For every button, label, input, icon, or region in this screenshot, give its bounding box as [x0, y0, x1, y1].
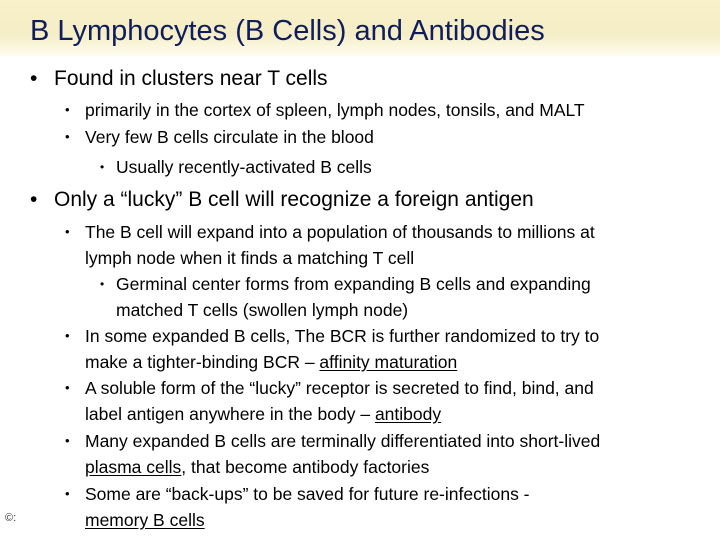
term-memory-b-cells: memory B cells: [85, 510, 205, 530]
bullet-text: Very few B cells circulate in the blood: [85, 127, 374, 147]
subbullet-memory: [65, 481, 530, 533]
bullet-lucky: [30, 187, 534, 213]
line: label antigen anywhere in the body –: [85, 404, 375, 424]
subbullet-circulate: [65, 124, 374, 150]
subbullet-cortex: [65, 97, 585, 123]
bullet-text: [116, 271, 591, 323]
subbullet-expand: [65, 219, 595, 271]
line: Many expanded B cells are terminally differentiated into short-lived: [85, 431, 601, 451]
bullet-text: Found in clusters near T cells: [54, 67, 328, 90]
line: A soluble form of the “lucky” receptor is secreted to find, bind, and: [85, 378, 594, 398]
footer-logo: ©:: [5, 512, 17, 524]
line: , that become antibody factories: [181, 457, 430, 477]
line: make a tighter-binding BCR –: [85, 352, 320, 372]
bullet-dot: •: [65, 102, 70, 117]
subbullet-affinity: [65, 323, 599, 375]
line: matched T cells (swollen lymph node): [116, 300, 409, 320]
bullet-dot: •: [100, 160, 105, 174]
bullet-dot: •: [30, 188, 38, 211]
bullet-dot: •: [65, 380, 70, 395]
bullet-text: [85, 375, 594, 427]
term-plasma-cells: plasma cells: [85, 457, 182, 477]
bullet-dot: •: [65, 433, 70, 448]
bullet-text: [85, 323, 599, 375]
line: The B cell will expand into a population of thousands to millions at: [85, 222, 595, 242]
subbullet-plasma: [65, 428, 600, 480]
bullet-dot: •: [65, 224, 70, 239]
bullet-text: Usually recently-activated B cells: [116, 157, 372, 177]
term-antibody: antibody: [374, 404, 442, 424]
line: Some are “back-ups” to be saved for future re-infections -: [85, 484, 530, 504]
line: lymph node when it finds a matching T cell: [85, 248, 415, 268]
bullet-dot: •: [100, 277, 105, 291]
bullet-text: [85, 428, 600, 480]
subbullet-antibody: [65, 375, 594, 427]
bullet-clusters: [30, 66, 328, 92]
bullet-dot: •: [65, 328, 70, 343]
line: Germinal center forms from expanding B cells and expanding: [116, 274, 591, 294]
bullet-dot: •: [65, 129, 70, 144]
bullet-text: [85, 219, 595, 271]
bullet-text: primarily in the cortex of spleen, lymph nodes, tonsils, and MALT: [85, 100, 585, 120]
subsubbullet-activated: [100, 154, 372, 180]
slide-title: B Lymphocytes (B Cells) and Antibodies: [30, 15, 545, 47]
bullet-text: [85, 481, 530, 533]
bullet-dot: •: [65, 486, 70, 501]
line: In some expanded B cells, The BCR is further randomized to try to: [85, 326, 600, 346]
term-affinity-maturation: affinity maturation: [319, 352, 458, 372]
bullet-dot: •: [30, 67, 38, 90]
bullet-text: Only a “lucky” B cell will recognize a foreign antigen: [54, 188, 534, 211]
subsubbullet-germinal: [100, 271, 591, 323]
